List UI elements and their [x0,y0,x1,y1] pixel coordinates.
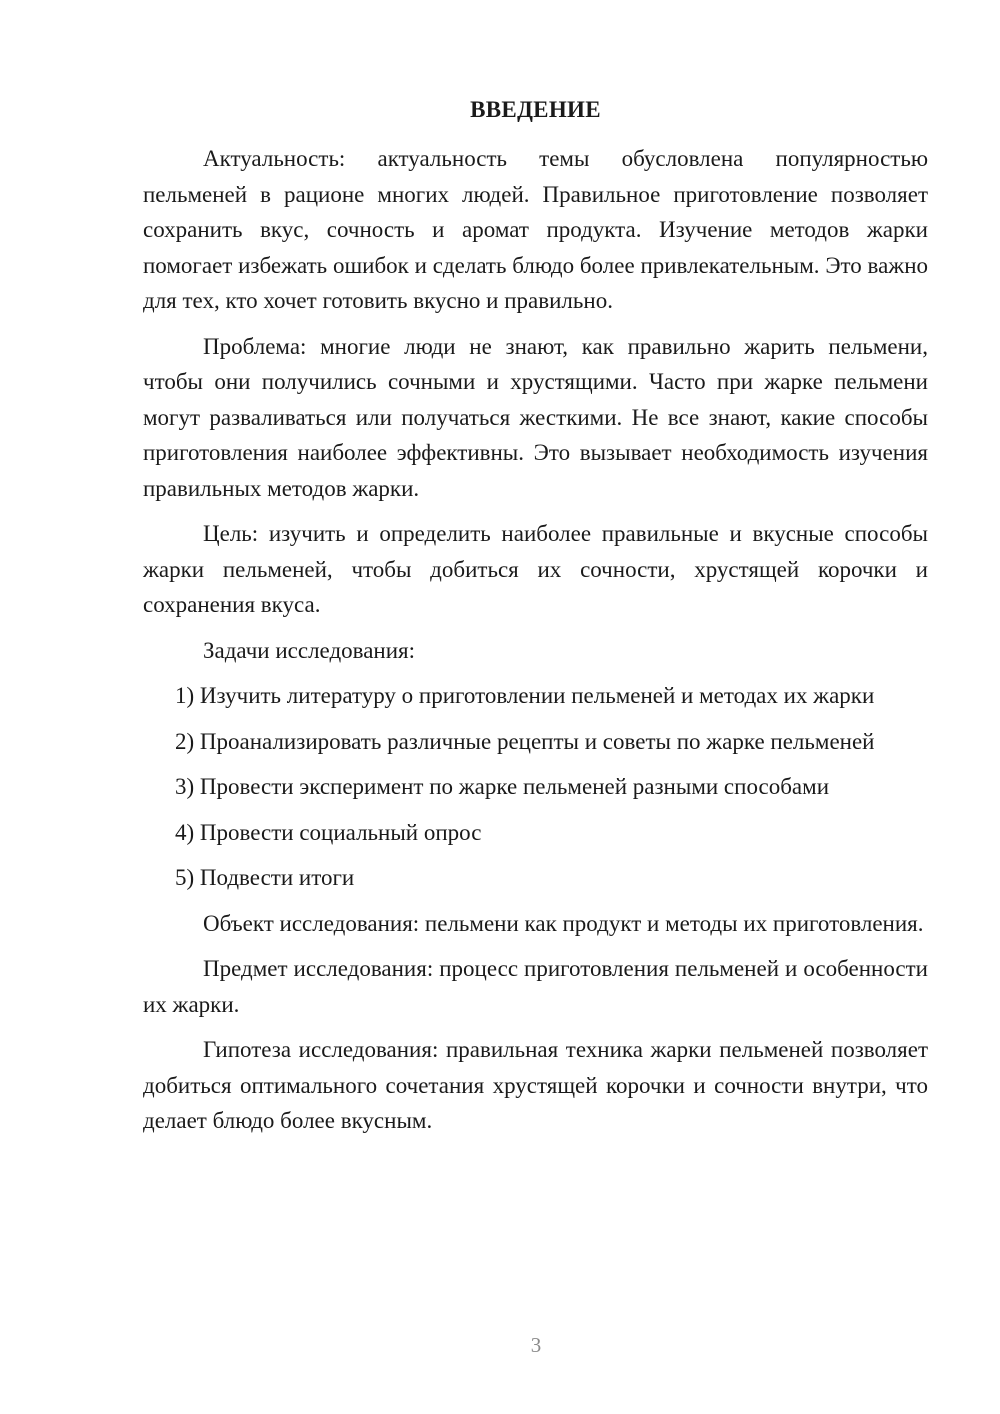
task-item: 4) Провести социальный опрос [175,819,482,845]
task-item: 5) Подвести итоги [175,865,355,890]
page-title: ВВЕДЕНИЕ [470,97,601,122]
paragraph-goal: Цель: изучить и определить наиболее правильные и вкусные способы жарки пельменей, чтобы добиться их сочности, хрустящей корочки и сохранения вкуса. [143,521,928,617]
tasks-heading: Задачи исследования: [203,637,416,663]
paragraph-subject: Предмет исследования: процесс приготовления пельменей и особенности их жарки. [143,956,928,1017]
paragraph-object: Объект исследования: пельмени как продукт и методы их приготовления. [203,910,924,936]
task-item: 1) Изучить литературу о приготовлении пельменей и методах их жарки [175,683,875,708]
page-number: 3 [530,1333,542,1357]
paragraph-relevance: Актуальность: актуальность темы обусловлена популярностью пельменей в рационе многих людей. Правильное приготовление позволяет сохранить вкус, сочность и аромат продукта. Изучение методов жарки помогает избежать ошибок и сделать блюдо более привлекательным. Это важно для тех, кто хочет готовить вкусно и правильно. [143,146,928,313]
paragraph-problem: Проблема: многие люди не знают, как правильно жарить пельмени, чтобы они получились сочными и хрустящими. Часто при жарке пельмени могут разваливаться или получаться жесткими. Не все знают, какие способы приготовления наиболее эффективны. Это вызывает необходимость изучения правильных методов жарки. [143,333,928,501]
paragraph-hypothesis: Гипотеза исследования: правильная техника жарки пельменей позволяет добиться оптимального сочетания хрустящей корочки и сочности внутри, что делает блюдо более вкусным. [143,1037,928,1133]
task-item: 3) Провести эксперимент по жарке пельменей разными способами [175,774,830,799]
task-item: 2) Проанализировать различные рецепты и советы по жарке пельменей [175,728,875,754]
document-page [143,92,928,1149]
